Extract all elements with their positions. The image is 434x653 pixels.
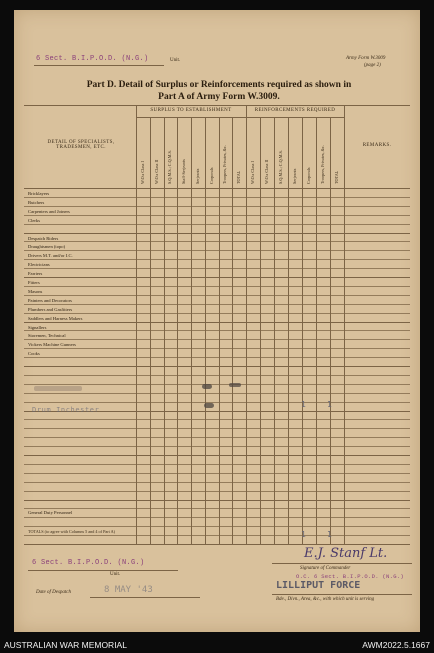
reinf-mark-2: 1 — [327, 400, 332, 409]
ink-blot — [229, 383, 241, 387]
table-row-rule — [24, 500, 410, 501]
table-row-label: Painters and Decorators — [28, 297, 72, 303]
table-row-label: Signallers — [28, 324, 47, 330]
oc-stamp: O.C. 6 Sect. B.I.P.O.D. (N.G.) — [296, 573, 405, 580]
reinf-col-header: TOTAL — [334, 170, 339, 184]
table-row-label: Fitters — [28, 280, 40, 285]
table-row-label: Carpenters and Joiners — [28, 208, 70, 214]
detail-col-rule — [136, 105, 137, 545]
handwritten-row-entry: Drum Inchester — [32, 406, 100, 414]
table-row-label: Bricklayers — [28, 191, 50, 196]
table-row-label: Electricians — [28, 262, 50, 268]
table-row-rule — [24, 233, 410, 234]
table-top-rule — [24, 105, 410, 106]
group-header-rule — [136, 117, 344, 118]
table-row-label: Clerks — [28, 217, 40, 223]
signature-line — [272, 563, 412, 564]
surplus-col-header: Serjeants — [194, 168, 200, 184]
totals-label: TOTALS (to agree with Columns 5 and 4 of Part A) — [28, 529, 116, 534]
table-row-label: Plumbers and Gasfitters — [28, 306, 73, 312]
page-ref: (page 2) — [364, 63, 381, 68]
surplus-header: SURPLUS TO ESTABLISHMENT — [150, 108, 232, 113]
caption-left: AUSTRALIAN WAR MEMORIAL — [4, 640, 127, 650]
footer-unit-stamp: 6 Sect. B.I.P.O.D. (N.G.) — [32, 559, 145, 567]
title-line-2: Part A of Army Form W.3009. — [158, 91, 280, 102]
footer-unit-label: Unit. — [110, 572, 121, 577]
table-row-label: Vickers Machine Gunners — [28, 342, 76, 348]
detail-header: DETAIL OF SPECIALISTS, TRADESMEN, ETC. — [47, 140, 115, 150]
reinf-col-header: W.O.s Class I — [250, 161, 255, 184]
unit-stamp: 6 Sect. B.I.P.O.D. (N.G.) — [36, 55, 149, 63]
part-d-title — [34, 80, 404, 104]
signature-label: Signature of Commander — [300, 566, 351, 571]
reinf-col-header: Serjeants — [292, 168, 297, 184]
title-line-1: Part D. Detail of Surplus or Reinforcements required as shown in — [86, 80, 352, 90]
ink-blot — [202, 384, 212, 389]
despatch-label: Date of Despatch — [36, 590, 71, 595]
total-mark-2: 1 — [327, 530, 332, 539]
unit-underline — [34, 65, 164, 66]
table-bottom-rule — [24, 544, 410, 545]
bde-line — [272, 594, 412, 595]
bde-label: Bde., Divn., Area, &c., with which unit is serving — [276, 597, 375, 602]
reinf-mark-1: 1 — [301, 400, 306, 409]
table-header-rule — [24, 188, 410, 189]
surplus-col-header: Troopers, Privates, &c. — [222, 145, 228, 184]
table-row-label: Saddlers and Harness Makers — [28, 315, 83, 321]
total-mark-1: 1 — [301, 530, 306, 539]
surplus-col-header: Corporals — [208, 167, 214, 184]
table-row-rule — [24, 366, 410, 367]
surplus-reinf-divider — [246, 105, 247, 545]
surplus-col-header: TOTAL — [236, 170, 242, 184]
reinf-col-header: W.O.s Class II — [264, 159, 269, 184]
general-duty-label: General Duty Personnel — [28, 510, 73, 515]
surplus-col-header: W.O.s Class I — [139, 161, 145, 184]
ink-blot — [204, 403, 214, 408]
force-stamp: LILLIPUT FORCE — [276, 580, 361, 591]
surplus-col-header: W.O.s Class II — [153, 159, 159, 184]
smudge-mark — [34, 386, 82, 391]
surplus-col-header: Staff-Serjeants — [181, 159, 187, 184]
form-sheet — [14, 10, 420, 632]
caption-right: AWM2022.5.1667 — [362, 640, 430, 650]
reinforcements-header: REINFORCEMENTS REQUIRED — [254, 108, 336, 113]
table-row-label: Despatch Riders — [28, 235, 59, 241]
footer-unit-line — [28, 570, 178, 571]
reinf-col-header: S.Q.M.S.; C.Q.M.S. — [278, 150, 283, 184]
table-row-label: Cooks — [28, 351, 40, 357]
despatch-date: 8 MAY '43 — [104, 585, 153, 595]
remarks-header: REMARKS. — [362, 143, 392, 148]
table-row-rule — [24, 322, 410, 323]
unit-label: Unit. — [170, 58, 181, 63]
reinf-col-header: Corporals — [306, 167, 311, 184]
table-row-label: Draughtsmen (topo) — [28, 244, 66, 250]
form-ref: Army Form W.3009 — [346, 56, 386, 61]
despatch-line — [90, 597, 200, 598]
table-row-label: Butchers — [28, 199, 45, 205]
table-row-rule — [24, 455, 410, 456]
remarks-col-rule — [344, 105, 345, 545]
commander-signature: E.J. Stanf Lt. — [304, 546, 388, 561]
table-row-label: Storemen, Technical — [28, 333, 66, 339]
table-row-rule — [24, 277, 410, 278]
reinf-col-header: Troopers, Privates, &c. — [320, 145, 325, 184]
surplus-col-header: S.Q.M.S.; C.Q.M.S. — [167, 150, 173, 184]
table-row-label: Drivers M.T. and/or I.C. — [28, 253, 73, 259]
table-row-label: Masons — [28, 288, 43, 294]
table-row-label: Farriers — [28, 271, 43, 277]
